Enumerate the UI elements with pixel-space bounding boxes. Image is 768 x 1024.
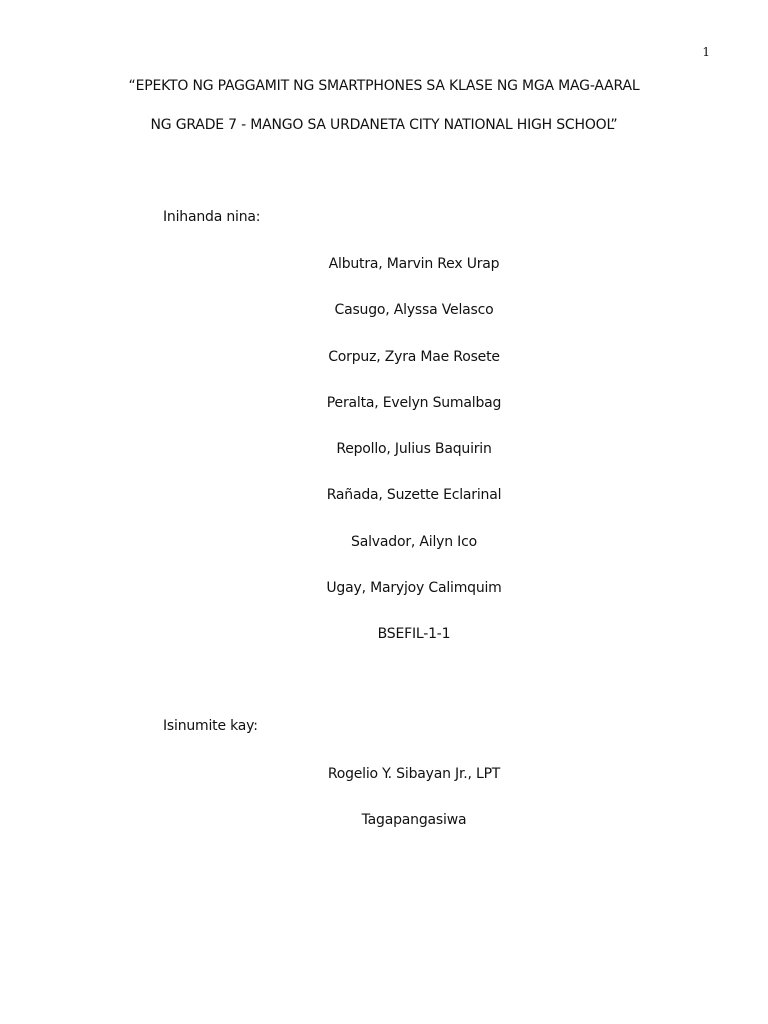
adviser-role: Tagapangasiwa xyxy=(361,812,467,828)
author-name: Ugay, Maryjoy Calimquim xyxy=(326,580,502,596)
author-name: Rañada, Suzette Eclarinal xyxy=(326,487,502,503)
author-name: Albutra, Marvin Rex Urap xyxy=(328,256,500,272)
submitted-to-label: Isinumite kay: xyxy=(163,718,258,734)
author-name: Salvador, Ailyn Ico xyxy=(351,534,477,550)
author-name: Corpuz, Zyra Mae Rosete xyxy=(328,349,500,365)
adviser-name: Rogelio Y. Sibayan Jr., LPT xyxy=(327,766,501,782)
prepared-by-label: Inihanda nina: xyxy=(163,209,261,225)
author-name: Casugo, Alyssa Velasco xyxy=(334,302,494,318)
author-name: Repollo, Julius Baquirin xyxy=(336,441,492,457)
page-number: 1 xyxy=(702,45,710,59)
class-section: BSEFIL-1-1 xyxy=(377,626,451,642)
author-name: Peralta, Evelyn Sumalbag xyxy=(326,395,502,411)
title-line-1: “EPEKTO NG PAGGAMIT NG SMARTPHONES SA KLASE NG MGA MAG-AARAL xyxy=(128,78,640,94)
title-line-2: NG GRADE 7 - MANGO SA URDANETA CITY NATIONAL HIGH SCHOOL” xyxy=(150,117,618,133)
